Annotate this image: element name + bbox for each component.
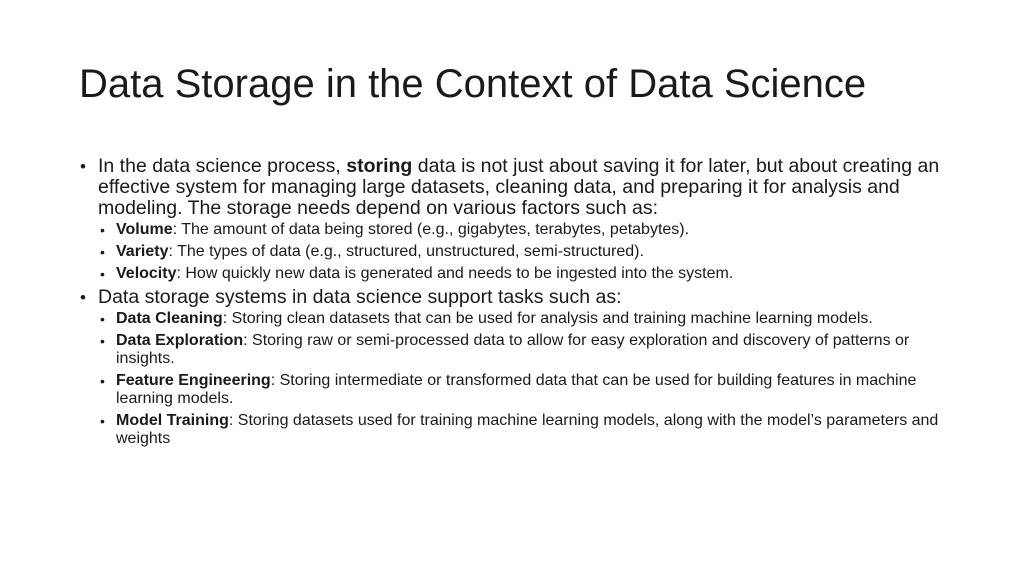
sub-point-desc: : Storing clean datasets that can be used for analysis and training machine learning models. <box>222 310 873 327</box>
sub-point-term: Data Exploration <box>116 332 244 349</box>
bullet-icon: • <box>100 311 105 327</box>
sub-point-term: Feature Engineering <box>116 372 271 389</box>
bullet-icon: • <box>100 266 105 282</box>
sub-point-data-exploration <box>78 332 948 368</box>
bullet-icon: • <box>100 244 105 260</box>
sub-point-data-cleaning <box>78 310 948 328</box>
bullet-icon: • <box>100 333 105 349</box>
bullet-icon: • <box>100 413 105 429</box>
bullet-icon: • <box>80 288 86 307</box>
sub-point-term: Velocity <box>116 265 177 282</box>
point-text: Data storage systems in data science support tasks such as: <box>98 286 622 308</box>
sub-point-model-training <box>78 412 948 448</box>
bullet-icon: • <box>80 157 86 176</box>
point-text-before: In the data science process, <box>98 155 347 177</box>
bullet-icon: • <box>100 373 105 389</box>
slide-title: Data Storage in the Context of Data Science <box>79 62 867 106</box>
sub-point-desc: : The amount of data being stored (e.g., gigabytes, terabytes, petabytes). <box>172 221 690 238</box>
sub-point-term: Model Training <box>116 412 229 429</box>
sub-point-desc: : The types of data (e.g., structured, unstructured, semi-structured). <box>168 243 644 260</box>
sub-point-desc: : Storing intermediate or transformed data that can be used for building features in machine learning models. <box>116 372 917 407</box>
sub-point-desc: : How quickly new data is generated and needs to be ingested into the system. <box>176 265 734 282</box>
sub-point-desc: : Storing datasets used for training machine learning models, along with the model’s parameters and weights <box>116 412 939 447</box>
sub-point-desc: : Storing raw or semi-processed data to allow for easy exploration and discovery of patterns or insights. <box>116 332 910 367</box>
sub-point-feature-engineering <box>78 372 948 408</box>
point-text-after: data is not just about saving it for later, but about creating an effective system for managing large datasets, cleaning data, and preparing it for analysis and modeling. The storage needs depend on various factors such as: <box>98 155 940 219</box>
sub-point-variety <box>78 243 948 261</box>
bullet-point-storing <box>78 156 948 219</box>
bullet-icon: • <box>100 222 105 238</box>
bullet-point-tasks <box>78 287 948 308</box>
sub-list-factors <box>78 221 948 283</box>
sub-point-volume <box>78 221 948 239</box>
sub-point-term: Volume <box>116 221 173 238</box>
sub-point-term: Variety <box>116 243 169 260</box>
sub-list-tasks <box>78 310 948 448</box>
point-bold-term: storing <box>346 155 413 177</box>
sub-point-velocity <box>78 265 948 283</box>
slide-body <box>78 156 948 452</box>
sub-point-term: Data Cleaning <box>116 310 223 327</box>
